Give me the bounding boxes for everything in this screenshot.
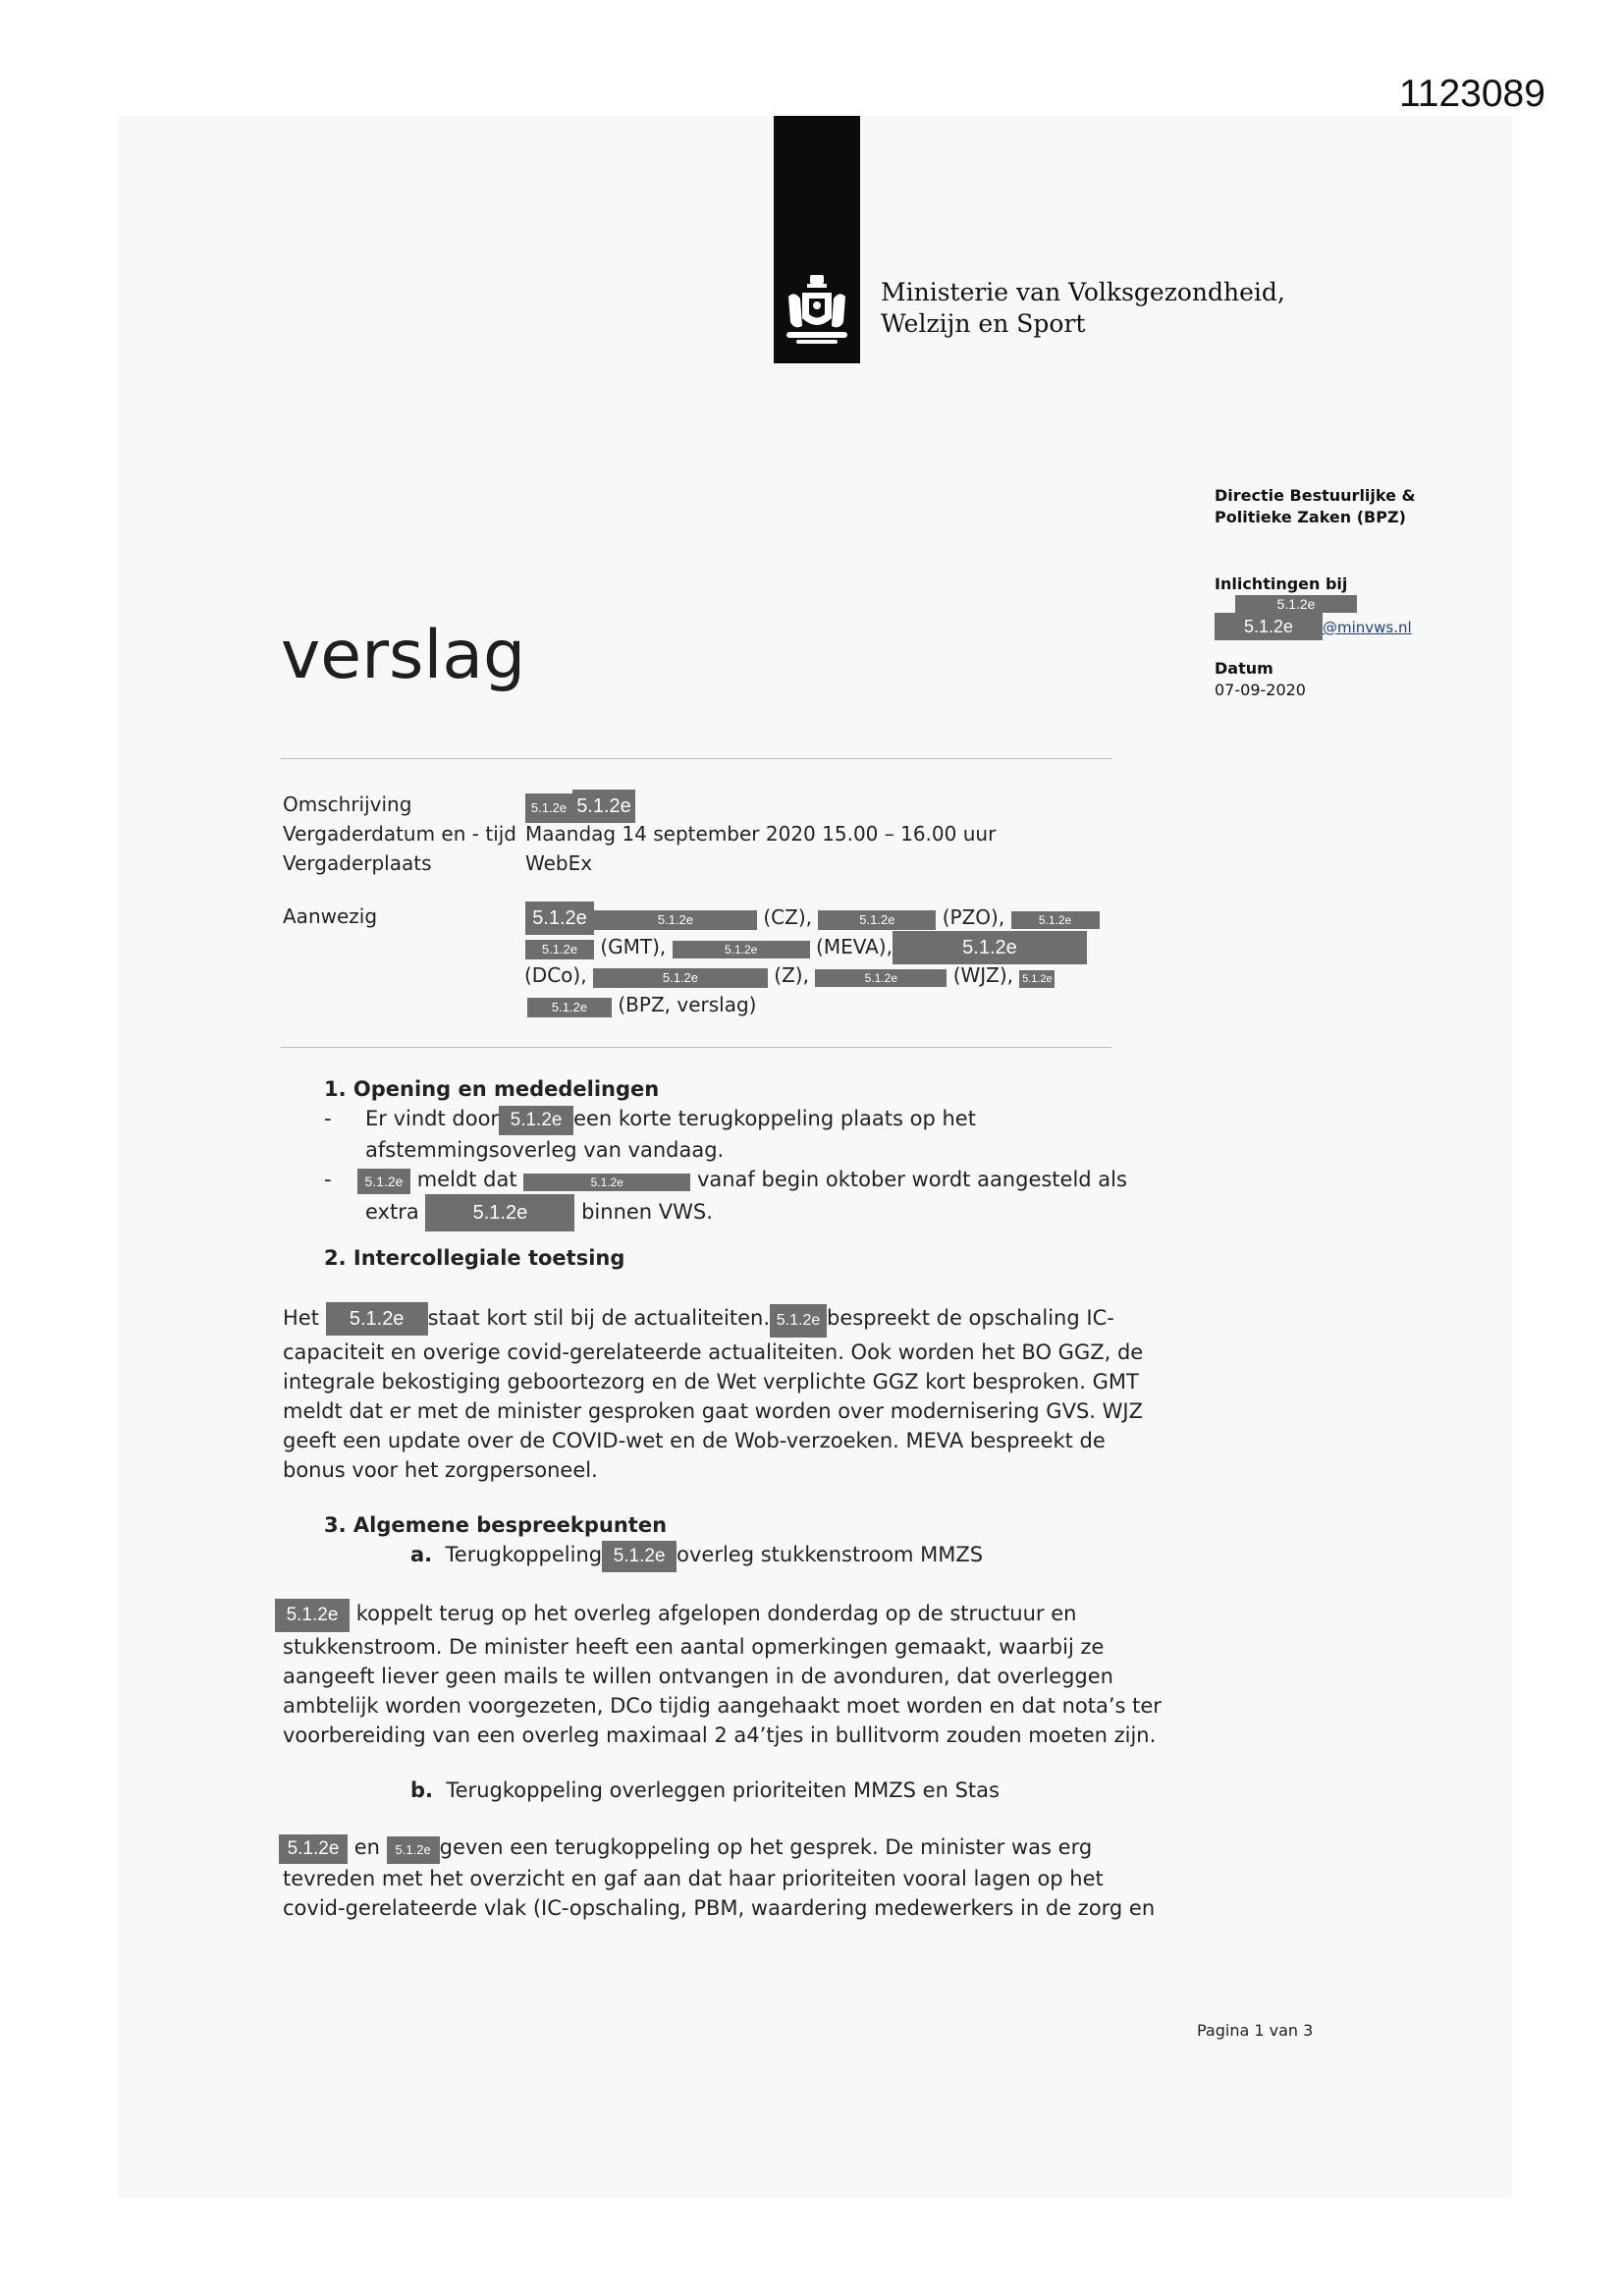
meta-block: [283, 790, 1127, 878]
vergaderdatum-label: Vergaderdatum en - tijd: [283, 822, 516, 846]
aanwezig-label: Aanwezig: [283, 904, 378, 928]
sidebar-directorate: [1215, 485, 1415, 528]
section-1: [324, 1074, 1257, 1231]
attendee-wjz: (WJZ),: [952, 963, 1014, 987]
attendee-z: (Z),: [774, 963, 809, 987]
attendee-meva: (MEVA),: [816, 935, 893, 958]
date-label: Datum: [1215, 659, 1273, 678]
redaction-box: 5.1.2e: [1019, 970, 1055, 988]
attendee-gmt: (GMT),: [600, 935, 667, 958]
redaction-box: 5.1.2e: [525, 902, 594, 935]
redaction-box: 5.1.2e: [357, 1169, 410, 1194]
redaction-box: 5.1.2e: [893, 931, 1087, 964]
attendee-pzo: (PZO),: [942, 905, 1005, 929]
attendees-line-1: [525, 902, 1100, 935]
redaction-box: 5.1.2e: [525, 940, 594, 959]
redaction-box: 5.1.2e: [525, 793, 572, 823]
section-3-heading: 3. Algemene bespreekpunten: [324, 1513, 668, 1537]
redaction-box: 5.1.2e: [818, 910, 936, 930]
attendees-line-2: [525, 931, 1087, 964]
page-number: Pagina 1 van 3: [1197, 2021, 1314, 2040]
section-1-bullet-2: - 5.1.2e meldt dat 5.1.2e vanaf begin oktober wordt aangesteld als extra 5.1.2e binnen VWS.: [324, 1165, 1257, 1231]
document-number: 1123089: [1399, 73, 1545, 115]
redaction-box: 5.1.2e: [1011, 911, 1100, 929]
attendees-line-3: [525, 960, 1055, 990]
vergaderdatum-value: Maandag 14 september 2020 15.00 – 16.00 uur: [525, 822, 997, 846]
ministry-line-2: Welzijn en Sport: [881, 309, 1086, 338]
redaction-box: 5.1.2e: [527, 998, 612, 1017]
sidebar-contact: [1215, 574, 1347, 595]
section-3b-paragraph: 5.1.2e en 5.1.2e geven een terugkoppeling op het gesprek. De minister was erg tevreden met het overzicht en gaf aan dat haar prioriteiten vooral lagen op het covid-gerelateerde vlak (IC-opschaling, PBM, waardering medewerkers in de zorg en: [283, 1832, 1216, 1923]
redaction-box: 5.1.2e: [279, 1834, 348, 1864]
rijksoverheid-logo: [774, 116, 860, 363]
redaction-box: 5.1.2e: [572, 790, 635, 823]
section-1-bullet-1: - Er vindt door 5.1.2e een korte terugkoppeling plaats op het afstemmingsoverleg van vandaag.: [324, 1107, 976, 1162]
redaction-box: 5.1.2e: [275, 1599, 350, 1632]
date-value: 07-09-2020: [1215, 681, 1306, 699]
redaction-box: 5.1.2e: [815, 969, 947, 987]
redaction-box: 5.1.2e: [387, 1836, 440, 1864]
directorate-line-2: Politieke Zaken (BPZ): [1215, 508, 1406, 526]
attendee-dco: (DCo),: [524, 963, 587, 987]
redaction-box: 5.1.2e: [1215, 613, 1323, 640]
vergaderplaats-label: Vergaderplaats: [283, 851, 432, 875]
section-3b-title: b. Terugkoppeling overleggen prioriteiten MMZS en Stas: [410, 1778, 1000, 1802]
vergaderplaats-value: WebEx: [525, 851, 593, 875]
redaction-box: 5.1.2e: [523, 1174, 690, 1191]
redaction-box: 5.1.2e: [593, 968, 768, 988]
redaction-box: 5.1.2e: [499, 1106, 573, 1135]
directorate-line-1: Directie Bestuurlijke &: [1215, 486, 1416, 505]
omschrijving-value: [525, 790, 635, 823]
divider: [281, 758, 1111, 759]
redaction-box: 5.1.2e: [770, 1304, 827, 1338]
ministry-line-1: Ministerie van Volksgezondheid,: [881, 278, 1285, 306]
attendee-bpz: (BPZ, verslag): [618, 993, 757, 1016]
section-2-paragraph: Het 5.1.2e staat kort stil bij de actualiteiten. 5.1.2e bespreekt de opschaling IC- capaciteit en overige covid-gerelateerde actualiteiten. Ook worden het BO GGZ, de integrale bekostiging geboortezorg en de Wet verplichte GGZ kort besproken. GMT meldt dat er met de minister gesproken gaat worden over modernisering GVS. WJZ geeft een update over de COVID-wet en de Wob-verzoeken. MEVA bespreekt de bonus voor het zorgpersoneel.: [283, 1302, 1216, 1485]
divider: [281, 1047, 1111, 1048]
redaction-box: 5.1.2e: [602, 1541, 677, 1572]
section-2-heading: 2. Intercollegiale toetsing: [324, 1246, 625, 1270]
redaction-box: 5.1.2e: [425, 1194, 574, 1231]
attendees-block: [283, 902, 1127, 1019]
email-link[interactable]: @minvws.nl: [1323, 619, 1412, 636]
omschrijving-label: Omschrijving: [283, 793, 412, 816]
info-label: Inlichtingen bij: [1215, 574, 1348, 593]
redaction-box: 5.1.2e: [1235, 595, 1357, 613]
redaction-box: 5.1.2e: [673, 941, 810, 958]
coat-of-arms-icon: [783, 273, 851, 350]
attendee-cz: (CZ),: [763, 905, 812, 929]
redaction-box: 5.1.2e: [594, 910, 757, 930]
document-title: verslag: [281, 617, 526, 694]
redaction-box: 5.1.2e: [326, 1302, 428, 1336]
section-3a-paragraph: 5.1.2e koppelt terug op het overleg afgelopen donderdag op de structuur en stukkenstroom. De minister heeft een aantal opmerkingen gemaakt, waarbij ze aangeeft liever geen mails te willen ontvangen in de avonduren, dat overleggen ambtelijk worden voorgezeten, DCo tijdig aangehaakt moet worden en dat nota’s ter voorbereiding van een overleg maximaal 2 a4’tjes in bullitvorm zouden moeten zijn.: [283, 1599, 1216, 1750]
ministry-name: [881, 277, 1285, 340]
attendees-line-4: [527, 990, 756, 1019]
section-3a-title: a. Terugkoppeling 5.1.2e overleg stukkenstroom MMZS: [410, 1540, 1343, 1572]
sidebar-date: [1215, 658, 1306, 701]
section-1-heading: 1. Opening en mededelingen: [324, 1077, 660, 1101]
